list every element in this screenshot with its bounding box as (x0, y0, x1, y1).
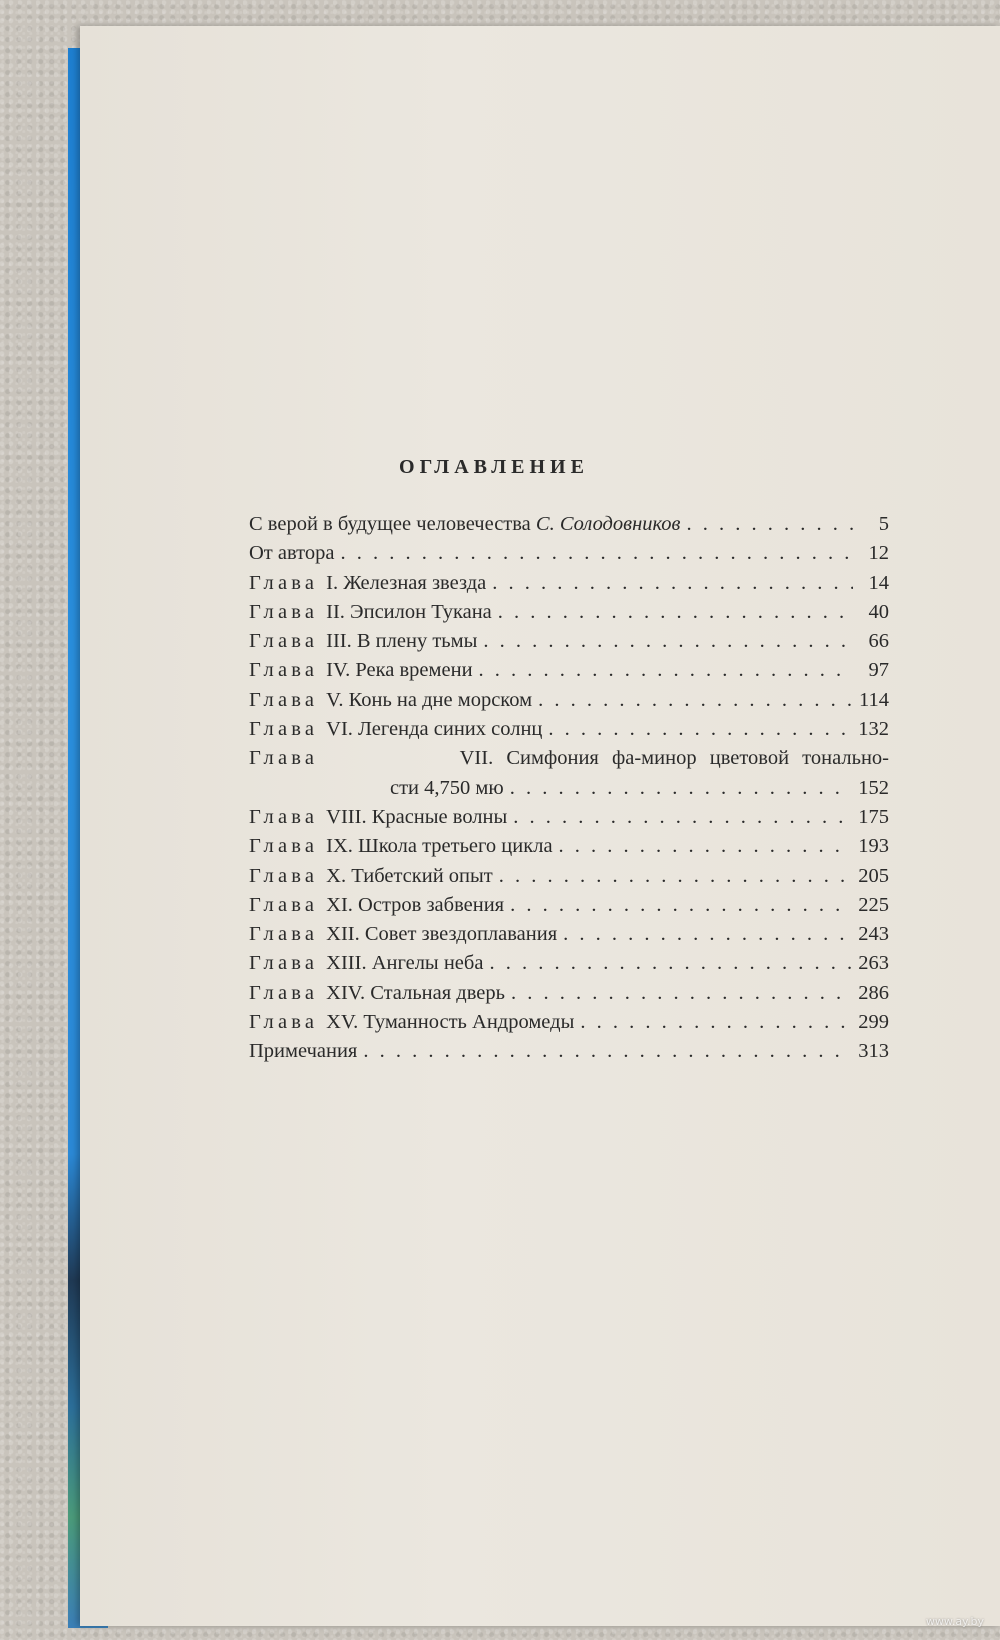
dot-leader (686, 510, 853, 539)
toc-entry-label: Примечания (249, 1040, 358, 1063)
toc-entry-chapter-15 (249, 1008, 889, 1037)
toc-page-number: 286 (858, 981, 889, 1004)
dot-leader (479, 656, 853, 685)
toc-entry-label-continuation: сти 4,750 мю (390, 776, 504, 799)
chapter-keyword: Глава (249, 893, 319, 916)
toc-entry-label: I. Железная звезда (326, 571, 487, 594)
dot-leader (499, 862, 853, 891)
dot-leader (498, 598, 853, 627)
toc-entry-chapter-7 (249, 744, 889, 773)
dot-leader (510, 891, 852, 920)
chapter-keyword: Глава (249, 630, 319, 653)
toc-page-number: 225 (858, 893, 889, 916)
dot-leader (559, 832, 853, 861)
dot-leader (340, 539, 853, 568)
toc-entry-label: XI. Остров забвения (326, 893, 505, 916)
toc-entry-chapter-2 (249, 598, 889, 627)
toc-entry-label: От автора (249, 542, 335, 565)
toc-page-number: 5 (878, 513, 889, 535)
toc-page-number: 243 (858, 923, 889, 946)
chapter-keyword: Глава (249, 659, 319, 682)
dot-leader (538, 686, 853, 715)
toc-entry-preface (249, 510, 889, 539)
dot-leader (548, 715, 852, 744)
toc-page-number: 14 (868, 571, 889, 594)
toc-page-number: 152 (858, 776, 889, 799)
toc-entry-chapter-10 (249, 862, 889, 891)
chapter-keyword: Глава (249, 981, 319, 1004)
toc-page-number: 299 (858, 1011, 889, 1034)
toc-entry-label: XII. Совет звездоплавания (326, 923, 558, 946)
chapter-keyword: Глава (249, 864, 319, 887)
toc-entry-author: С. Солодовников (535, 513, 681, 535)
toc-entry-chapter-5 (249, 686, 889, 715)
dot-leader (510, 774, 853, 803)
toc-page-number: 175 (858, 805, 889, 828)
chapter-keyword: Глава (249, 688, 319, 711)
toc-page-number: 114 (859, 688, 889, 711)
toc-page-number: 263 (858, 952, 889, 975)
toc-entry-notes (249, 1037, 889, 1066)
toc-entry-from-author (249, 539, 889, 568)
table-of-contents (249, 510, 889, 1067)
chapter-keyword: Глава (249, 600, 319, 623)
dot-leader (580, 1008, 852, 1037)
chapter-keyword: Глава (249, 747, 319, 770)
chapter-keyword: Глава (249, 923, 319, 946)
toc-entry-chapter-8 (249, 803, 889, 832)
toc-heading (80, 456, 1000, 479)
toc-page-number: 193 (858, 835, 889, 858)
toc-entry-label: VI. Легенда синих солнц (326, 718, 543, 741)
toc-entry-label: XIV. Стальная дверь (326, 981, 505, 1004)
toc-page-number: 205 (858, 864, 889, 887)
dot-leader (492, 569, 853, 598)
toc-entry-label: II. Эпсилон Тукана (326, 600, 492, 623)
chapter-keyword: Глава (249, 835, 319, 858)
toc-entry-label: IX. Школа третьего цикла (326, 835, 553, 858)
toc-page-number: 132 (858, 718, 889, 741)
toc-entry-chapter-13 (249, 949, 889, 978)
toc-entry-chapter-3 (249, 627, 889, 656)
toc-page-number: 66 (868, 630, 889, 653)
toc-entry-chapter-12 (249, 920, 889, 949)
chapter-keyword: Глава (249, 571, 319, 594)
toc-entry-label: III. В плену тьмы (326, 630, 478, 653)
dot-leader (363, 1037, 852, 1066)
toc-entry-chapter-11 (249, 891, 889, 920)
toc-entry-chapter-4 (249, 656, 889, 685)
toc-entry-label: IV. Река времени (326, 659, 473, 682)
toc-heading-text: ОГЛАВЛЕНИЕ (399, 456, 589, 478)
toc-page-number: 97 (868, 659, 889, 682)
dot-leader (483, 627, 853, 656)
toc-entry-chapter-7-continued (249, 774, 889, 803)
site-watermark: www.ay.by (925, 1615, 984, 1628)
toc-entry-label: V. Конь на дне морском (326, 688, 533, 711)
chapter-keyword: Глава (249, 1011, 319, 1034)
dot-leader (511, 979, 852, 1008)
toc-entry-chapter-9 (249, 832, 889, 861)
toc-entry-label: VIII. Красные волны (326, 805, 508, 828)
toc-entry-label: С верой в будущее человечества (249, 513, 531, 535)
toc-entry-label: XIII. Ангелы неба (326, 952, 484, 975)
toc-entry-label: XV. Туманность Андромеды (326, 1011, 575, 1034)
toc-entry-label: VII. Симфония фа-минор цветовой тонально- (459, 747, 889, 770)
dot-leader (489, 949, 852, 978)
toc-page-number: 313 (858, 1040, 889, 1063)
toc-page-number: 12 (868, 542, 889, 565)
toc-entry-label: X. Тибетский опыт (326, 864, 493, 887)
chapter-keyword: Глава (249, 952, 319, 975)
dot-leader (563, 920, 852, 949)
toc-entry-chapter-14 (249, 979, 889, 1008)
toc-entry-chapter-1 (249, 569, 889, 598)
chapter-keyword: Глава (249, 718, 319, 741)
chapter-keyword: Глава (249, 805, 319, 828)
toc-entry-chapter-6 (249, 715, 889, 744)
dot-leader (513, 803, 852, 832)
toc-page-number: 40 (868, 600, 889, 623)
